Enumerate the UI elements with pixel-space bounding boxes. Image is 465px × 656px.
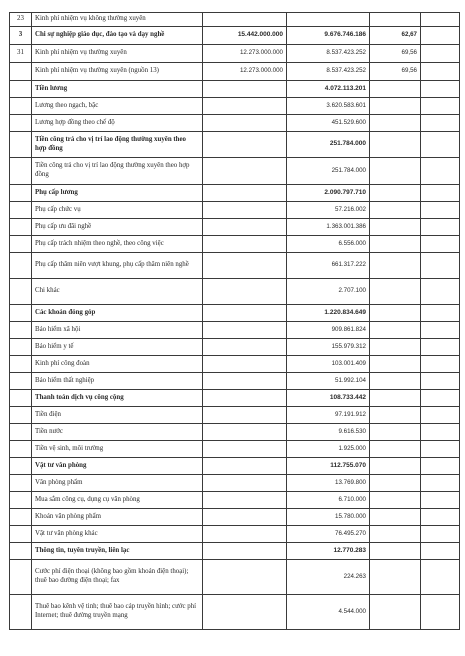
table-row — [10, 356, 460, 373]
percent-cell: 69,56 — [370, 63, 421, 81]
actual-amount-cell: 8.537.423.252 — [287, 45, 370, 63]
percent-cell — [370, 492, 421, 509]
estimate-amount-cell — [203, 560, 287, 595]
extra-cell — [421, 356, 460, 373]
item-name-cell: Phụ cấp chức vụ — [32, 202, 203, 219]
percent-cell — [370, 132, 421, 158]
extra-cell — [421, 115, 460, 132]
percent-cell — [370, 441, 421, 458]
row-index-cell — [10, 595, 32, 630]
extra-cell — [421, 543, 460, 560]
actual-amount-cell: 97.191.912 — [287, 407, 370, 424]
actual-amount-cell: 6.556.000 — [287, 236, 370, 253]
row-index-cell — [10, 509, 32, 526]
item-name-cell: Tiền công trả cho vị trí lao động thường xuyên theo hợp đồng — [32, 158, 203, 185]
row-index-cell — [10, 63, 32, 81]
row-index-cell — [10, 219, 32, 236]
table-row — [10, 81, 460, 98]
table-row — [10, 373, 460, 390]
percent-cell — [370, 158, 421, 185]
estimate-amount-cell — [203, 475, 287, 492]
table-row — [10, 219, 460, 236]
actual-amount-cell: 9.616.530 — [287, 424, 370, 441]
table-row — [10, 458, 460, 475]
row-index-cell — [10, 339, 32, 356]
row-index-cell — [10, 373, 32, 390]
actual-amount-cell: 13.769.800 — [287, 475, 370, 492]
estimate-amount-cell — [203, 356, 287, 373]
item-name-cell: Kinh phí nhiệm vụ không thường xuyên — [32, 13, 203, 27]
actual-amount-cell: 451.529.600 — [287, 115, 370, 132]
percent-cell — [370, 305, 421, 322]
estimate-amount-cell — [203, 13, 287, 27]
percent-cell — [370, 390, 421, 407]
extra-cell — [421, 526, 460, 543]
table-row — [10, 560, 460, 595]
estimate-amount-cell — [203, 305, 287, 322]
table-row — [10, 407, 460, 424]
item-name-cell: Phụ cấp lương — [32, 185, 203, 202]
actual-amount-cell: 2.707.100 — [287, 279, 370, 305]
table-row — [10, 526, 460, 543]
extra-cell — [421, 441, 460, 458]
actual-amount-cell: 1.925.000 — [287, 441, 370, 458]
row-index-cell — [10, 475, 32, 492]
estimate-amount-cell: 15.442.000.000 — [203, 27, 287, 45]
item-name-cell: Tiền lương — [32, 81, 203, 98]
item-name-cell: Vật tư văn phòng — [32, 458, 203, 475]
row-index-cell — [10, 202, 32, 219]
item-name-cell: Phụ cấp trách nhiệm theo nghề, theo công việc — [32, 236, 203, 253]
actual-amount-cell: 76.495.270 — [287, 526, 370, 543]
extra-cell — [421, 390, 460, 407]
estimate-amount-cell — [203, 492, 287, 509]
percent-cell — [370, 458, 421, 475]
extra-cell — [421, 219, 460, 236]
actual-amount-cell: 15.780.000 — [287, 509, 370, 526]
estimate-amount-cell — [203, 236, 287, 253]
row-index-cell — [10, 526, 32, 543]
table-row — [10, 339, 460, 356]
row-index-cell: 3 — [10, 27, 32, 45]
table-row — [10, 132, 460, 158]
row-index-cell — [10, 253, 32, 279]
actual-amount-cell: 224.263 — [287, 560, 370, 595]
table-row — [10, 390, 460, 407]
item-name-cell: Tiền nước — [32, 424, 203, 441]
percent-cell — [370, 424, 421, 441]
extra-cell — [421, 27, 460, 45]
item-name-cell: Chi khác — [32, 279, 203, 305]
table-row — [10, 45, 460, 63]
item-name-cell: Kinh phí nhiệm vụ thường xuyên (nguồn 13) — [32, 63, 203, 81]
table-row — [10, 253, 460, 279]
table-row — [10, 543, 460, 560]
extra-cell — [421, 45, 460, 63]
budget-table-body — [10, 13, 460, 630]
table-row — [10, 441, 460, 458]
estimate-amount-cell — [203, 98, 287, 115]
actual-amount-cell: 909.861.824 — [287, 322, 370, 339]
estimate-amount-cell — [203, 595, 287, 630]
percent-cell — [370, 185, 421, 202]
percent-cell — [370, 595, 421, 630]
actual-amount-cell: 112.755.070 — [287, 458, 370, 475]
table-row — [10, 158, 460, 185]
extra-cell — [421, 339, 460, 356]
percent-cell — [370, 543, 421, 560]
item-name-cell: Mua sắm công cụ, dụng cụ văn phòng — [32, 492, 203, 509]
actual-amount-cell: 12.770.283 — [287, 543, 370, 560]
actual-amount-cell: 4.544.000 — [287, 595, 370, 630]
row-index-cell — [10, 390, 32, 407]
item-name-cell: Kinh phí công đoàn — [32, 356, 203, 373]
item-name-cell: Cước phí điện thoại (không bao gồm khoán điện thoại); thuê bao đường điện thoại; fax — [32, 560, 203, 595]
item-name-cell: Bảo hiểm thất nghiệp — [32, 373, 203, 390]
estimate-amount-cell — [203, 253, 287, 279]
item-name-cell: Phụ cấp ưu đãi nghề — [32, 219, 203, 236]
estimate-amount-cell — [203, 509, 287, 526]
extra-cell — [421, 475, 460, 492]
extra-cell — [421, 458, 460, 475]
table-row — [10, 424, 460, 441]
table-row — [10, 509, 460, 526]
estimate-amount-cell — [203, 373, 287, 390]
percent-cell — [370, 475, 421, 492]
extra-cell — [421, 158, 460, 185]
estimate-amount-cell — [203, 424, 287, 441]
item-name-cell: Tiền công trả cho vị trí lao động thường xuyên theo hợp đồng — [32, 132, 203, 158]
row-index-cell — [10, 424, 32, 441]
percent-cell — [370, 373, 421, 390]
extra-cell — [421, 560, 460, 595]
actual-amount-cell: 251.784.000 — [287, 132, 370, 158]
item-name-cell: Thuê bao kênh vệ tinh; thuê bao cáp truyền hình; cước phí Internet; thuê đường truyền mạng — [32, 595, 203, 630]
actual-amount-cell: 661.317.222 — [287, 253, 370, 279]
percent-cell — [370, 339, 421, 356]
percent-cell — [370, 407, 421, 424]
item-name-cell: Lương theo ngạch, bậc — [32, 98, 203, 115]
row-index-cell — [10, 407, 32, 424]
percent-cell — [370, 526, 421, 543]
extra-cell — [421, 132, 460, 158]
row-index-cell — [10, 98, 32, 115]
percent-cell: 69,56 — [370, 45, 421, 63]
estimate-amount-cell — [203, 158, 287, 185]
item-name-cell: Bảo hiểm xã hội — [32, 322, 203, 339]
extra-cell — [421, 373, 460, 390]
item-name-cell: Văn phòng phẩm — [32, 475, 203, 492]
item-name-cell: Vật tư văn phòng khác — [32, 526, 203, 543]
table-row — [10, 475, 460, 492]
estimate-amount-cell — [203, 526, 287, 543]
percent-cell — [370, 279, 421, 305]
actual-amount-cell: 1.363.001.386 — [287, 219, 370, 236]
estimate-amount-cell: 12.273.000.000 — [203, 45, 287, 63]
extra-cell — [421, 236, 460, 253]
actual-amount-cell: 251.784.000 — [287, 158, 370, 185]
extra-cell — [421, 81, 460, 98]
percent-cell — [370, 81, 421, 98]
actual-amount-cell: 103.001.409 — [287, 356, 370, 373]
table-row — [10, 63, 460, 81]
row-index-cell — [10, 305, 32, 322]
row-index-cell — [10, 81, 32, 98]
actual-amount-cell: 51.992.104 — [287, 373, 370, 390]
row-index-cell — [10, 236, 32, 253]
item-name-cell: Thông tin, tuyên truyền, liên lạc — [32, 543, 203, 560]
budget-table — [9, 12, 460, 630]
table-row — [10, 13, 460, 27]
extra-cell — [421, 322, 460, 339]
row-index-cell: 23 — [10, 13, 32, 27]
extra-cell — [421, 305, 460, 322]
actual-amount-cell: 9.676.746.186 — [287, 27, 370, 45]
estimate-amount-cell — [203, 279, 287, 305]
actual-amount-cell: 108.733.442 — [287, 390, 370, 407]
extra-cell — [421, 492, 460, 509]
estimate-amount-cell — [203, 390, 287, 407]
table-row — [10, 236, 460, 253]
row-index-cell — [10, 356, 32, 373]
actual-amount-cell: 6.710.000 — [287, 492, 370, 509]
item-name-cell: Kinh phí nhiệm vụ thường xuyên — [32, 45, 203, 63]
row-index-cell — [10, 492, 32, 509]
actual-amount-cell: 8.537.423.252 — [287, 63, 370, 81]
estimate-amount-cell — [203, 202, 287, 219]
actual-amount-cell: 57.216.002 — [287, 202, 370, 219]
percent-cell — [370, 13, 421, 27]
row-index-cell — [10, 132, 32, 158]
estimate-amount-cell: 12.273.000.000 — [203, 63, 287, 81]
item-name-cell: Các khoản đóng góp — [32, 305, 203, 322]
row-index-cell — [10, 560, 32, 595]
percent-cell — [370, 322, 421, 339]
estimate-amount-cell — [203, 322, 287, 339]
item-name-cell: Khoán văn phòng phẩm — [32, 509, 203, 526]
table-row — [10, 279, 460, 305]
row-index-cell — [10, 158, 32, 185]
extra-cell — [421, 253, 460, 279]
row-index-cell: 31 — [10, 45, 32, 63]
table-row — [10, 492, 460, 509]
actual-amount-cell: 155.979.312 — [287, 339, 370, 356]
extra-cell — [421, 98, 460, 115]
extra-cell — [421, 185, 460, 202]
extra-cell — [421, 202, 460, 219]
extra-cell — [421, 13, 460, 27]
table-row — [10, 98, 460, 115]
item-name-cell: Tiền điện — [32, 407, 203, 424]
percent-cell — [370, 509, 421, 526]
extra-cell — [421, 509, 460, 526]
table-row — [10, 185, 460, 202]
table-row — [10, 115, 460, 132]
row-index-cell — [10, 322, 32, 339]
actual-amount-cell: 3.620.583.601 — [287, 98, 370, 115]
table-row — [10, 27, 460, 45]
percent-cell — [370, 115, 421, 132]
item-name-cell: Bảo hiểm y tế — [32, 339, 203, 356]
row-index-cell — [10, 185, 32, 202]
row-index-cell — [10, 458, 32, 475]
actual-amount-cell: 4.072.113.201 — [287, 81, 370, 98]
estimate-amount-cell — [203, 339, 287, 356]
estimate-amount-cell — [203, 543, 287, 560]
row-index-cell — [10, 441, 32, 458]
actual-amount-cell: 2.090.797.710 — [287, 185, 370, 202]
percent-cell — [370, 253, 421, 279]
item-name-cell: Phụ cấp thâm niên vượt khung, phụ cấp thâm niên nghề — [32, 253, 203, 279]
item-name-cell: Thanh toán dịch vụ công cộng — [32, 390, 203, 407]
item-name-cell: Tiền vệ sinh, môi trường — [32, 441, 203, 458]
row-index-cell — [10, 543, 32, 560]
extra-cell — [421, 279, 460, 305]
estimate-amount-cell — [203, 219, 287, 236]
estimate-amount-cell — [203, 407, 287, 424]
extra-cell — [421, 63, 460, 81]
item-name-cell: Chi sự nghiệp giáo dục, đào tạo và dạy nghề — [32, 27, 203, 45]
estimate-amount-cell — [203, 132, 287, 158]
estimate-amount-cell — [203, 115, 287, 132]
percent-cell — [370, 202, 421, 219]
extra-cell — [421, 407, 460, 424]
item-name-cell: Lương hợp đồng theo chế độ — [32, 115, 203, 132]
budget-table-sheet — [9, 12, 459, 630]
estimate-amount-cell — [203, 185, 287, 202]
percent-cell — [370, 219, 421, 236]
actual-amount-cell: 1.220.834.649 — [287, 305, 370, 322]
table-row — [10, 202, 460, 219]
estimate-amount-cell — [203, 81, 287, 98]
percent-cell — [370, 560, 421, 595]
row-index-cell — [10, 115, 32, 132]
percent-cell — [370, 98, 421, 115]
estimate-amount-cell — [203, 441, 287, 458]
percent-cell: 62,67 — [370, 27, 421, 45]
estimate-amount-cell — [203, 458, 287, 475]
table-row — [10, 305, 460, 322]
actual-amount-cell — [287, 13, 370, 27]
extra-cell — [421, 424, 460, 441]
table-row — [10, 322, 460, 339]
row-index-cell — [10, 279, 32, 305]
table-row — [10, 595, 460, 630]
percent-cell — [370, 356, 421, 373]
percent-cell — [370, 236, 421, 253]
extra-cell — [421, 595, 460, 630]
